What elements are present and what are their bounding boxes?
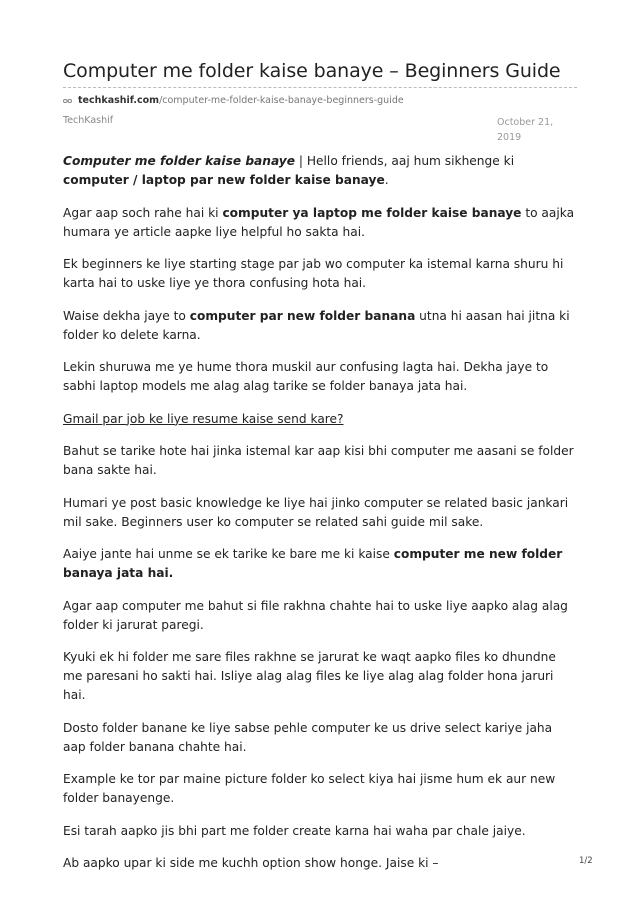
bold-italic-phrase: Computer me folder kaise banaye	[63, 154, 296, 168]
bold-phrase: computer / laptop par new folder kaise banaye	[63, 173, 385, 187]
paragraph: Kyuki ek hi folder me sare files rakhne se jarurat ke waqt aapko files ko dhundne me paresani ho sakti hai. Isliye alag alag files ke liye alag alag folder hona jaruri hai.	[63, 650, 556, 702]
text-run: Waise dekha jaye to	[63, 308, 190, 323]
date-line-2: 2019	[497, 132, 522, 143]
article-body	[63, 152, 577, 887]
url-domain[interactable]: techkashif.com	[78, 95, 160, 106]
paragraph: Humari ye post basic knowledge ke liye hai jinko computer se related basic jankari mil sake. Beginners user ko computer se related sahi guide mil sake.	[63, 495, 569, 529]
text-run: .	[384, 173, 389, 187]
bold-phrase: computer ya laptop me folder kaise banaye	[222, 205, 522, 220]
text-run: utna hi aasan hai jitna ki folder ko delete karna.	[63, 308, 570, 342]
text-run: to aajka humara ye article aapke liye helpful ho sakta hai.	[63, 205, 575, 239]
title-divider	[63, 87, 577, 88]
text-run: Aaiye jante hai unme se ek tarike ke bare me ki kaise	[63, 547, 394, 561]
publish-date	[497, 115, 567, 145]
page-title: Computer me folder kaise banaye – Beginners Guide	[63, 60, 561, 82]
paragraph: Lekin shuruwa me ye hume thora muskil aur confusing lagta hai. Dekha jaye to sabhi laptop models me alag alag tarike se folder banaya jata hai.	[63, 360, 549, 393]
paragraph: Esi tarah aapko jis bhi part me folder create karna hai waha par chale jaiye.	[63, 823, 526, 838]
paragraph: Example ke tor par maine picture folder ko select kiya hai jisme hum ek aur new folder banayenge.	[63, 772, 556, 805]
link-icon	[63, 98, 72, 104]
paragraph: Dosto folder banane ke liye sabse pehle computer ke us drive select kariye jaha aap folder banana chahte hai.	[63, 720, 553, 754]
source-url[interactable]	[63, 95, 404, 106]
page-number: 1/2	[579, 856, 593, 866]
paragraph: Bahut se tarike hote hai jinka istemal kar aap kisi bhi computer me aasani se folder bana sakte hai.	[63, 444, 574, 477]
text-run: Agar aap soch rahe hai ki	[63, 205, 223, 220]
url-path[interactable]: /computer-me-folder-kaise-banaye-beginners-guide	[159, 95, 404, 106]
paragraph	[63, 410, 577, 429]
paragraph	[63, 307, 577, 345]
bold-phrase: computer me new folder banaya jata hai.	[63, 547, 563, 580]
paragraph: Ek beginners ke liye starting stage par jab wo computer ka istemal karna shuru hi karta hai to uske liye ye thora confusing hota hai.	[63, 257, 564, 290]
bold-phrase: computer par new folder banana	[189, 308, 416, 323]
paragraph: Ab aapko upar ki side me kuchh option show honge. Jaise ki –	[63, 856, 439, 870]
paragraph	[63, 152, 577, 190]
text-run: | Hello friends, aaj hum sikhenge ki	[295, 154, 515, 168]
paragraph	[63, 204, 577, 242]
paragraph	[63, 545, 577, 583]
paragraph: Agar aap computer me bahut si file rakhna chahte hai to uske liye aapko alag alag folder ki jarurat paregi.	[63, 598, 568, 632]
author-name: TechKashif	[63, 115, 114, 126]
related-post-link[interactable]: Gmail par job ke liye resume kaise send kare?	[63, 411, 344, 426]
date-line-1: October 21,	[497, 117, 554, 128]
